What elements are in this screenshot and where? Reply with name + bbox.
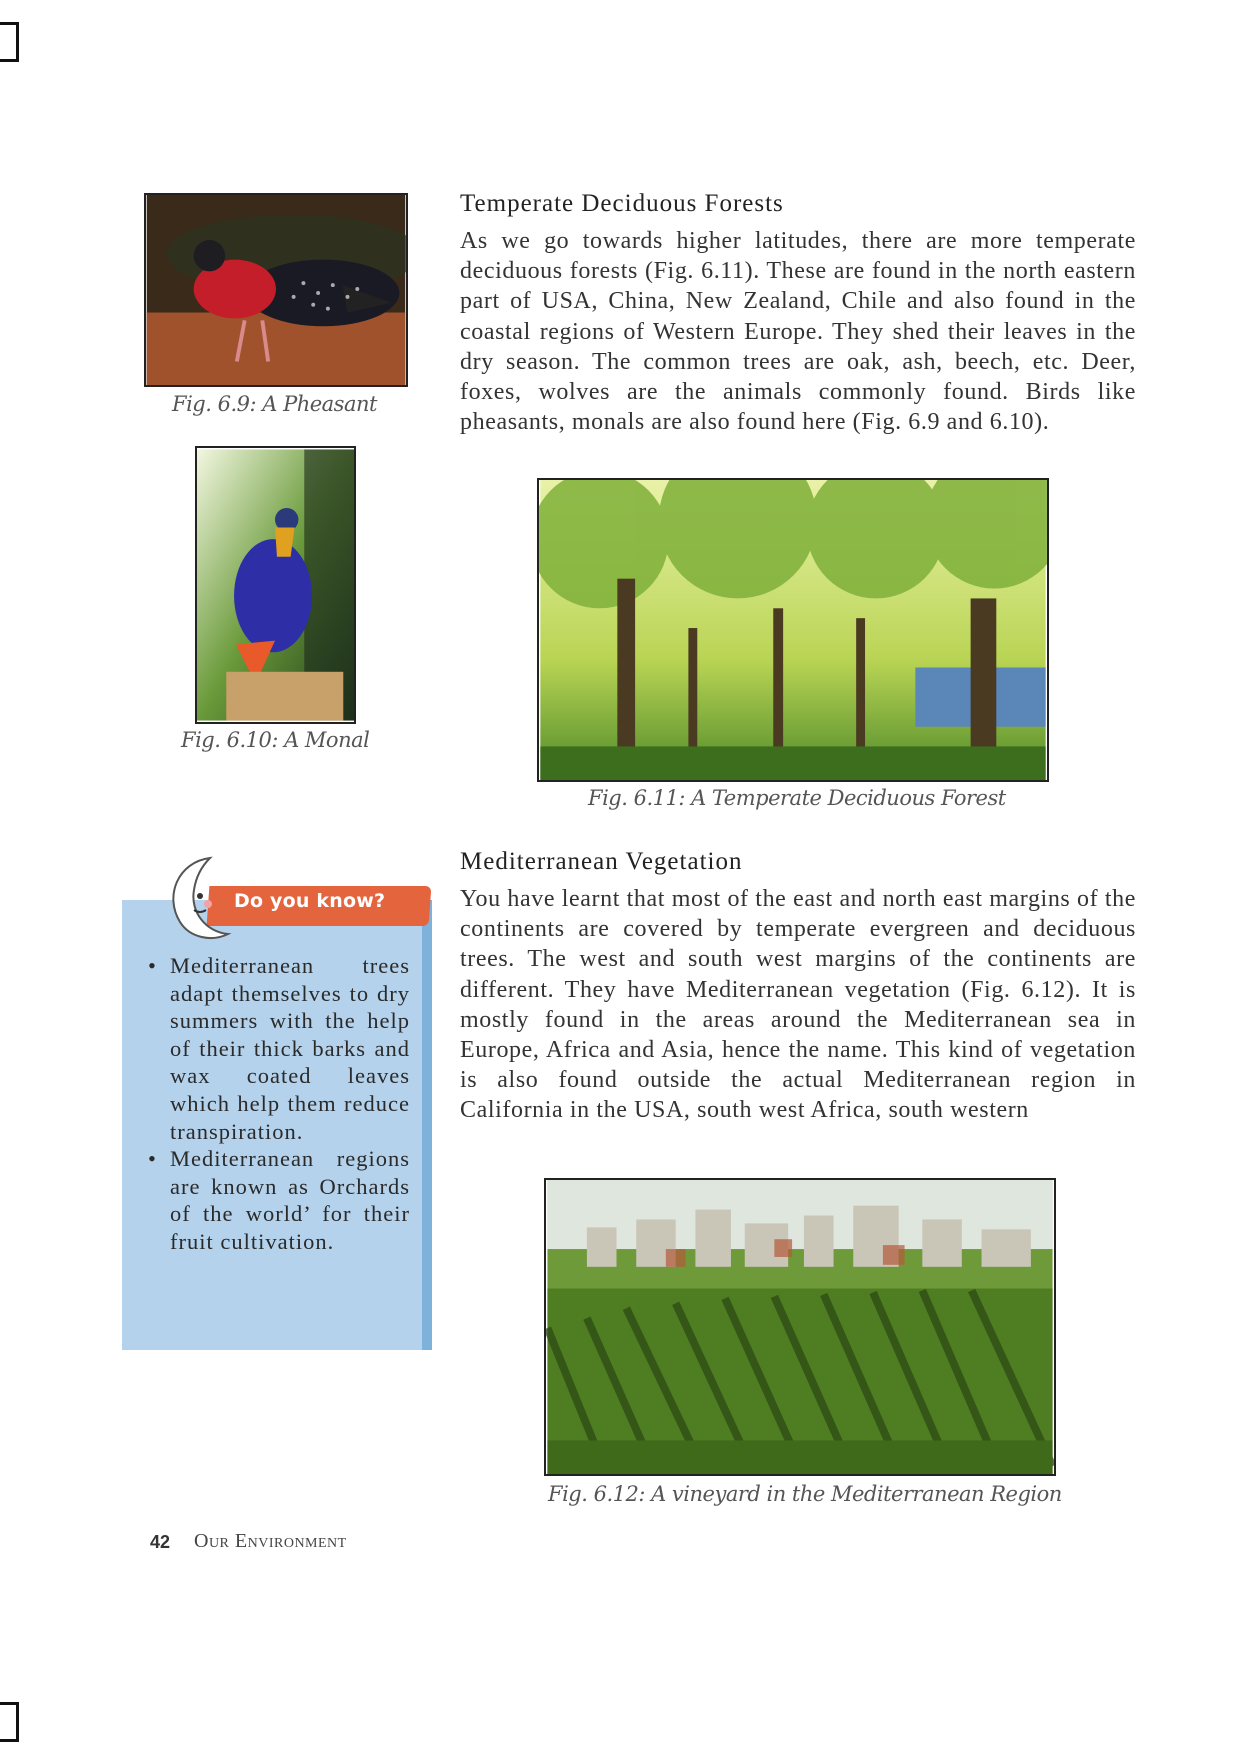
running-title: Our Environment — [194, 1530, 347, 1552]
forest-figure — [537, 478, 1049, 782]
monal-figure — [195, 446, 356, 724]
did-you-know-list — [146, 952, 410, 1256]
vineyard-caption: Fig. 6.12: A vineyard in the Mediterranean Region — [548, 1482, 1062, 1506]
monal-photo — [197, 448, 354, 722]
temperate-heading: Temperate Deciduous Forests — [460, 190, 784, 217]
did-you-know-stripe — [422, 900, 432, 1350]
did-you-know-title: Do you know? — [234, 890, 386, 912]
pheasant-caption: Fig. 6.9: A Pheasant — [172, 392, 377, 416]
temperate-paragraph: As we go towards higher latitudes, there are more temperate deciduous forests (Fig. 6.11). These are found in the north eastern part of USA, China, New Zealand, Chile and also found in the coastal regions of Western Europe. They shed their leaves in the dry season. The common trees are oak, ash, beech, etc. Deer, foxes, wolves are the animals commonly found. Birds like pheasants, monals are also found here (Fig. 6.9 and 6.10). — [460, 228, 1136, 436]
page-number: 42 — [150, 1532, 171, 1552]
moon-mascot-icon — [150, 852, 242, 944]
forest-caption: Fig. 6.11: A Temperate Deciduous Forest — [588, 786, 1006, 810]
forest-photo — [539, 480, 1047, 780]
pheasant-figure — [144, 193, 408, 387]
list-item: • Mediterranean regions are known as Orchards of the world’ for their fruit cultivation. — [146, 1145, 410, 1255]
mediterranean-heading: Mediterranean Vegetation — [460, 848, 743, 875]
did-you-know-box — [122, 852, 432, 1350]
pheasant-photo — [146, 195, 406, 385]
crop-mark-top — [0, 22, 19, 62]
crop-mark-bottom — [0, 1702, 19, 1742]
monal-caption: Fig. 6.10: A Monal — [181, 728, 370, 752]
vineyard-photo — [546, 1180, 1054, 1474]
vineyard-figure — [544, 1178, 1056, 1476]
mediterranean-paragraph: You have learnt that most of the east and north east margins of the continents are covered by temperate evergreen and deciduous trees. The west and south west margins of the continents are different. They have Mediterranean vegetation (Fig. 6.12). It is mostly found in the areas around the Mediterranean sea in Europe, Africa and Asia, hence the name. This kind of vegetation is also found outside the actual Mediterranean region in California in the USA, south west Africa, south western — [460, 886, 1136, 1124]
list-item: • Mediterranean trees adapt themselves to dry summers with the help of their thick barks and wax coated leaves which help them reduce transpiration. — [146, 952, 410, 1145]
